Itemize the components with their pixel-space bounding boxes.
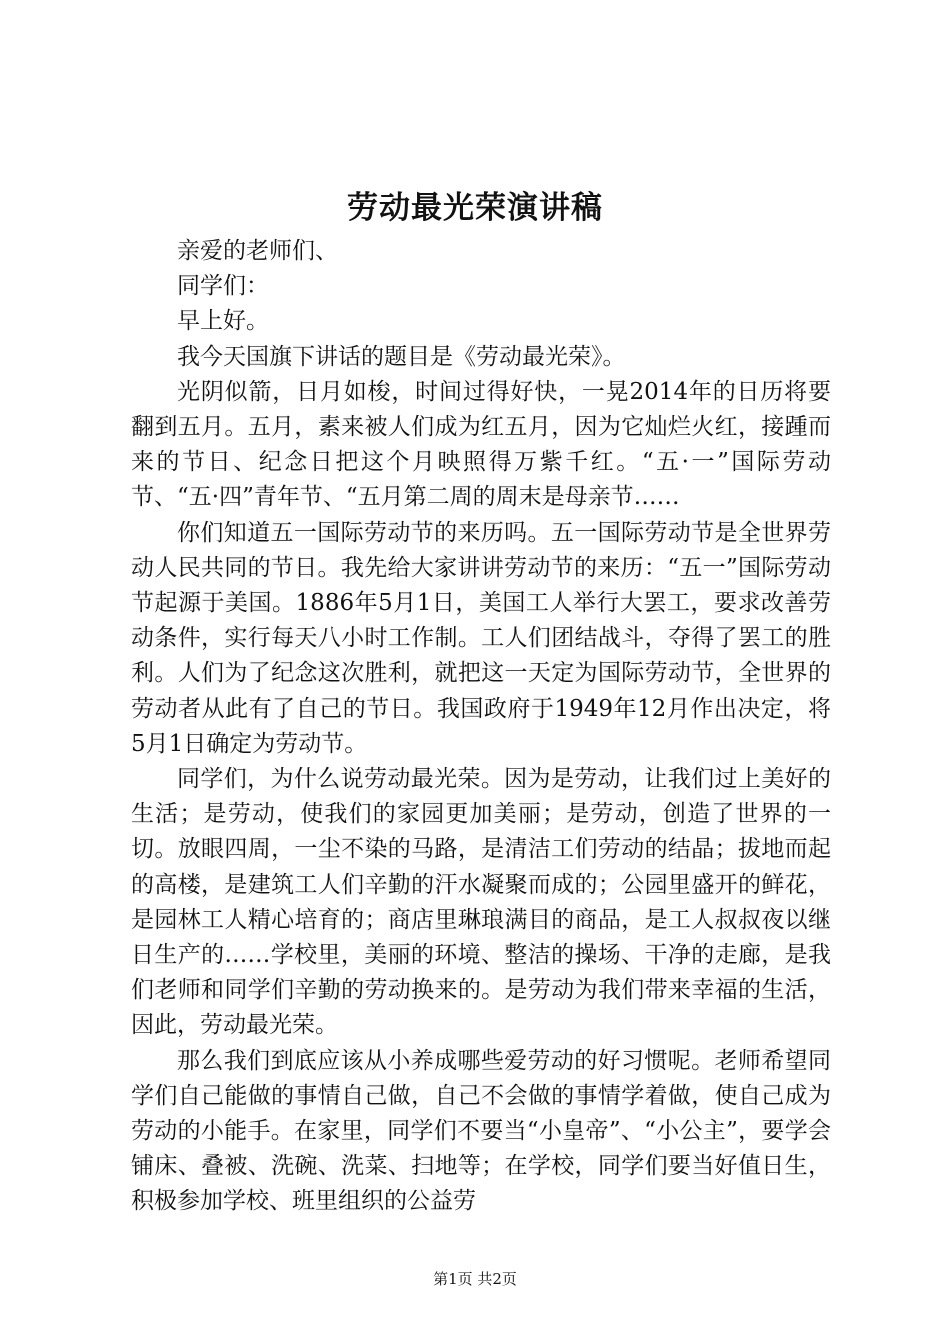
paragraph: 同学们，为什么说劳动最光荣。因为是劳动，让我们过上美好的生活；是劳动，使我们的家园更加美丽；是劳动，创造了世界的一切。放眼四周，一尘不染的马路，是清洁工们劳动的结晶；拔地而起的高楼，是建筑工人们辛勤的汗水凝聚而成的；公园里盛开的鲜花，是园林工人精心培育的；商店里琳琅满目的商品，是工人叔叔夜以继日生产的……学校里，美丽的环境、整洁的操场、干净的走廊，是我们老师和同学们辛勤的劳动换来的。是劳动为我们带来幸福的生活，因此，劳动最光荣。 bbox=[131, 766, 831, 1039]
paragraph: 亲爱的老师们、 bbox=[177, 238, 338, 264]
document-body bbox=[131, 234, 831, 1220]
document-title: 劳动最光荣演讲稿 bbox=[347, 190, 603, 226]
paragraph: 早上好。 bbox=[177, 308, 269, 335]
page-number-footer: 第1页 共2页 bbox=[433, 1270, 517, 1288]
paragraph: 光阴似箭，日月如梭，时间过得好快，一晃2014年的日历将要翻到五月。五月，素来被人们成为红五月，因为它灿烂火红，接踵而来的节日、纪念日把这个月映照得万紫千红。“五·一”国际劳动节、“五·四”青年节、“五月第二周的周末是母亲节…… bbox=[131, 378, 831, 511]
paragraph: 那么我们到底应该从小养成哪些爱劳动的好习惯呢。老师希望同学们自己能做的事情自己做，自己不会做的事情学着做，使自己成为劳动的小能手。在家里，同学们不要当“小皇帝”、“小公主”，要学会铺床、叠被、洗碗、洗菜、扫地等；在学校，同学们要当好值日生，积极参加学校、班里组织的公益劳 bbox=[131, 1047, 831, 1215]
paragraph: 同学们： bbox=[177, 273, 269, 300]
paragraph: 我今天国旗下讲话的题目是《劳动最光荣》。 bbox=[177, 343, 626, 370]
paragraph: 你们知道五一国际劳动节的来历吗。五一国际劳动节是全世界劳动人民共同的节日。我先给大家讲讲劳动节的来历：“五一”国际劳动节起源于美国。1886年5月1日，美国工人举行大罢工，要求改善劳动条件，实行每天八小时工作制。工人们团结战斗，夺得了罢工的胜利。人们为了纪念这次胜利，就把这一天定为国际劳动节，全世界的劳动者从此有了自己的节日。我国政府于1949年12月作出决定，将5月1日确定为劳动节。 bbox=[131, 519, 831, 757]
